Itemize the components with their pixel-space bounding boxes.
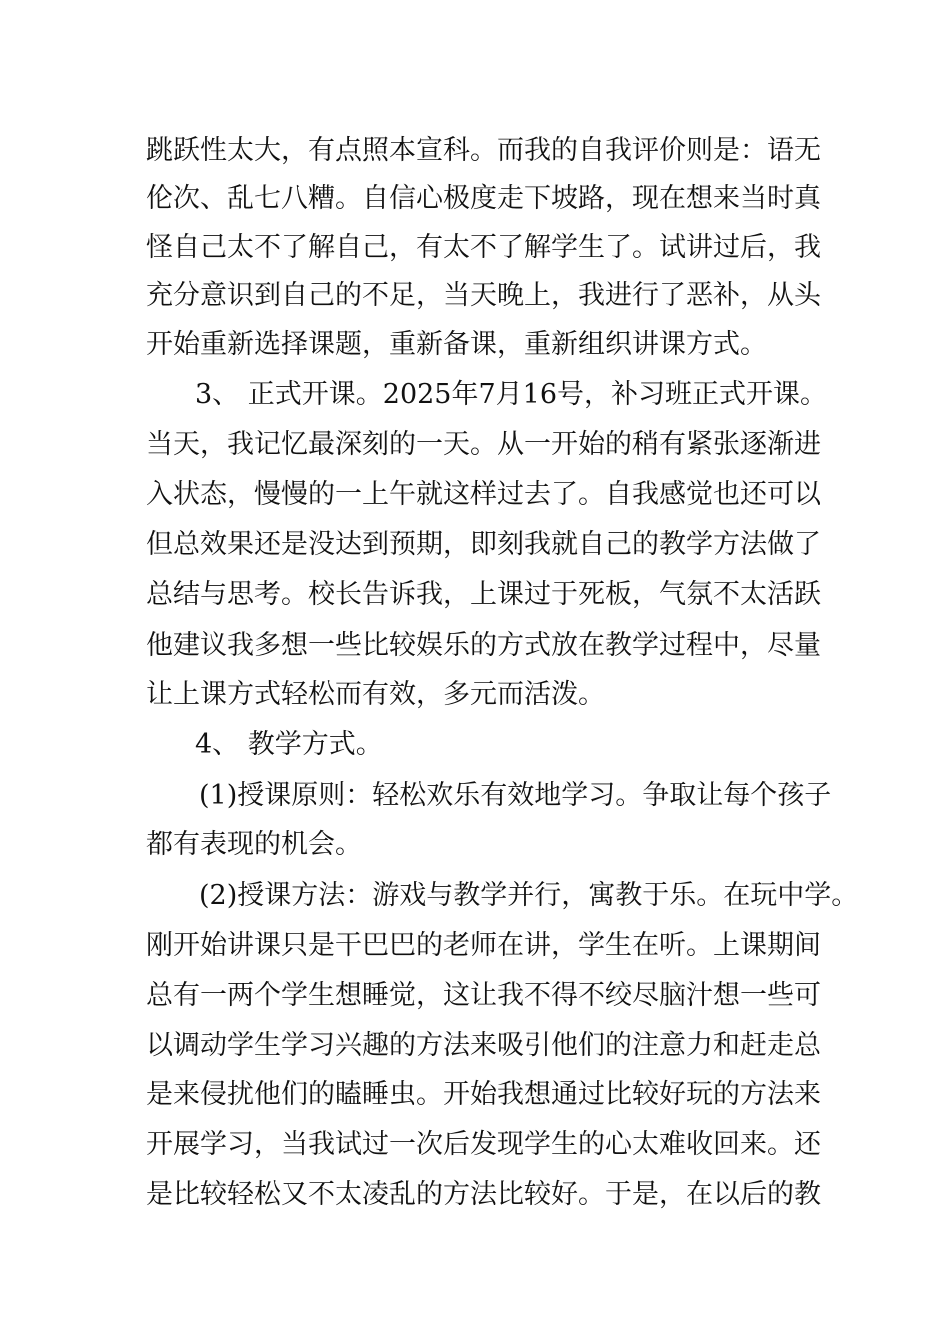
text-line: 当天，我记忆最深刻的一天。从一开始的稍有紧张逐渐进 (146, 429, 821, 460)
text-line: (2)授课方法：游戏与教学并行，寓教于乐。在玩中学。 (199, 880, 859, 911)
text-line: 但总效果还是没达到预期，即刻我就自己的教学方法做了 (146, 529, 821, 560)
text-line: 开始重新选择课题，重新备课，重新组织讲课方式。 (146, 329, 767, 360)
text-line: 让上课方式轻松而有效，多元而活泼。 (146, 679, 605, 710)
text-line: 3、 正式开课。2025年7月16号，补习班正式开课。 (195, 379, 828, 410)
text-line: 都有表现的机会。 (146, 829, 362, 860)
text-line: 总结与思考。校长告诉我，上课过于死板，气氛不太活跃 (146, 579, 821, 610)
text-line: 4、 教学方式。 (195, 729, 383, 760)
text-line: 刚开始讲课只是干巴巴的老师在讲，学生在听。上课期间 (146, 930, 821, 961)
text-line: (1)授课原则：轻松欢乐有效地学习。争取让每个孩子 (199, 780, 832, 811)
text-line: 是比较轻松又不太凌乱的方法比较好。于是，在以后的教 (146, 1179, 821, 1210)
text-line: 跳跃性太大，有点照本宣科。而我的自我评价则是：语无 (146, 135, 821, 166)
text-line: 入状态，慢慢的一上午就这样过去了。自我感觉也还可以 (146, 479, 821, 510)
text-line: 以调动学生学习兴趣的方法来吸引他们的注意力和赶走总 (146, 1030, 821, 1061)
text-line: 怪自己太不了解自己，有太不了解学生了。试讲过后，我 (146, 232, 821, 263)
text-line: 他建议我多想一些比较娱乐的方式放在教学过程中，尽量 (146, 630, 821, 661)
text-line: 开展学习，当我试过一次后发现学生的心太难收回来。还 (146, 1129, 821, 1160)
text-line: 伦次、乱七八糟。自信心极度走下坡路，现在想来当时真 (146, 183, 821, 214)
text-line: 总有一两个学生想睡觉，这让我不得不绞尽脑汁想一些可 (146, 980, 821, 1011)
text-line: 是来侵扰他们的瞌睡虫。开始我想通过比较好玩的方法来 (146, 1079, 821, 1110)
text-line: 充分意识到自己的不足，当天晚上，我进行了恶补，从头 (146, 280, 821, 311)
